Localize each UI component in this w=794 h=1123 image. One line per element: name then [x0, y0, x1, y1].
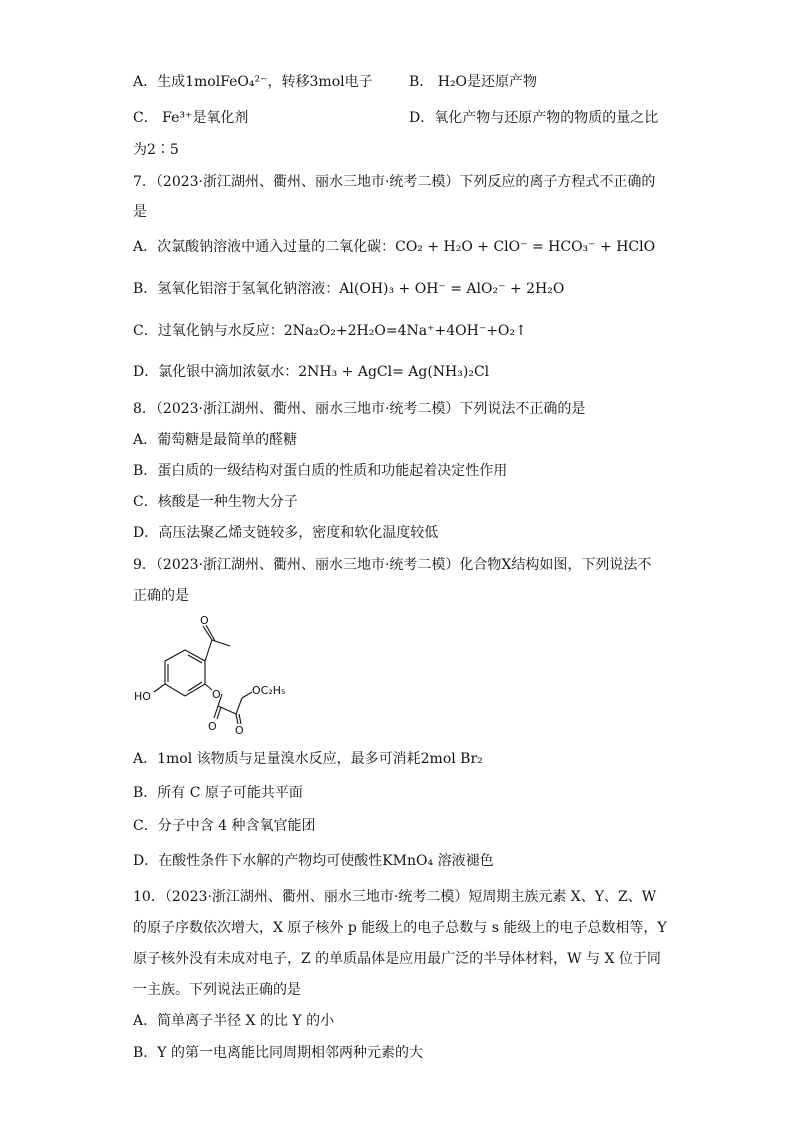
- molecule-structure-diagram: [130, 610, 300, 740]
- q9-option-b: B．所有 C 原子可能共平面: [133, 785, 303, 801]
- q8-option-c: C．核酸是一种生物大分子: [133, 494, 298, 510]
- q8-option-b: B．蛋白质的一级结构对蛋白质的性质和功能起着决定性作用: [133, 463, 508, 479]
- q10-stem-line2: 的原子序数依次增大，X 原子核外 p 能级上的电子总数与 s 能级上的电子总数相等，Y: [133, 920, 667, 936]
- methyl-bond: [212, 640, 230, 646]
- q9-stem-line1: 9．（2023·浙江湖州、衢州、丽水三地市·统考二模）化合物X结构如图，下列说法不: [133, 557, 652, 573]
- ring-double-bond: [188, 655, 202, 663]
- q7-option-b: B．氢氧化铝溶于氢氧化钠溶液：Al(OH)₃ + OH⁻ = AlO₂⁻ + 2H₂O: [133, 281, 565, 297]
- q7-option-c: C．过氧化钠与水反应：2Na₂O₂+2H₂O=4Na⁺+4OH⁻+O₂↑: [133, 323, 527, 339]
- bond: [154, 684, 165, 692]
- q10-stem-line3: 原子核外没有未成对电子，Z 的单质晶体是应用最广泛的半导体材料，W 与 X 位于同: [133, 951, 661, 967]
- carbonyl-bond: [239, 714, 241, 724]
- carbonyl-o-label: O: [235, 724, 244, 737]
- bond: [236, 698, 242, 714]
- q7-stem-line1: 7．（2023·浙江湖州、衢州、丽水三地市·统考二模）下列反应的离子方程式不正确的: [133, 174, 656, 190]
- ho-label: HO: [134, 690, 151, 703]
- q9-stem-line2: 正确的是: [133, 588, 189, 604]
- q6-option-d-continued: 为2∶5: [133, 142, 179, 158]
- ether-o-label: O: [212, 688, 221, 701]
- q7-option-d: D．氯化银中滴加浓氨水：2NH₃ + AgCl= Ag(NH₃)₂Cl: [133, 364, 490, 380]
- q9-option-c: C．分子中含 4 种含氧官能团: [133, 818, 316, 834]
- q7-stem-line2: 是: [133, 204, 147, 220]
- carbonyl-o-label: O: [200, 614, 209, 627]
- carbonyl-bond: [236, 714, 238, 724]
- q8-stem: 8．（2023·浙江湖州、衢州、丽水三地市·统考二模）下列说法不正确的是: [133, 401, 586, 417]
- q10-stem-line1: 10．（2023·浙江湖州、衢州、丽水三地市·统考二模）短周期主族元素 X、Y、Z、W: [133, 889, 657, 905]
- q8-option-d: D．高压法聚乙烯支链较多，密度和软化温度较低: [133, 525, 439, 541]
- benzene-ring: [165, 650, 205, 696]
- q8-option-a: A．葡萄糖是最简单的醛糖: [133, 432, 298, 448]
- q7-option-a: A．次氯酸钠溶液中通入过量的二氧化碳：CO₂ + H₂O + ClO⁻ = HCO₃⁻ + HClO: [133, 239, 656, 255]
- q6-option-d: D．氧化产物与还原产物的物质的量之比: [409, 110, 659, 126]
- q10-option-a: A．简单离子半径 X 的比 Y 的小: [133, 1013, 335, 1029]
- q10-option-b: B．Y 的第一电离能比同周期相邻两种元素的大: [133, 1045, 423, 1061]
- q10-stem-line4: 一主族。下列说法正确的是: [133, 982, 301, 998]
- bond: [242, 692, 252, 698]
- q9-option-a: A．1mol 该物质与足量溴水反应，最多可消耗2mol Br₂: [133, 751, 483, 767]
- q6-option-b: B． H₂O是还原产物: [409, 74, 538, 90]
- oc2h5-label: OC₂H₅: [252, 684, 286, 697]
- q9-option-d: D．在酸性条件下水解的产物均可使酸性KMnO₄ 溶液褪色: [133, 853, 494, 869]
- bond: [205, 640, 212, 661]
- carbonyl-o-label: O: [208, 720, 217, 733]
- q6-option-a: A．生成1molFeO₄²⁻，转移3mol电子: [133, 74, 373, 90]
- q6-option-c: C． Fe³⁺是氧化剂: [133, 110, 249, 126]
- bond: [205, 684, 212, 690]
